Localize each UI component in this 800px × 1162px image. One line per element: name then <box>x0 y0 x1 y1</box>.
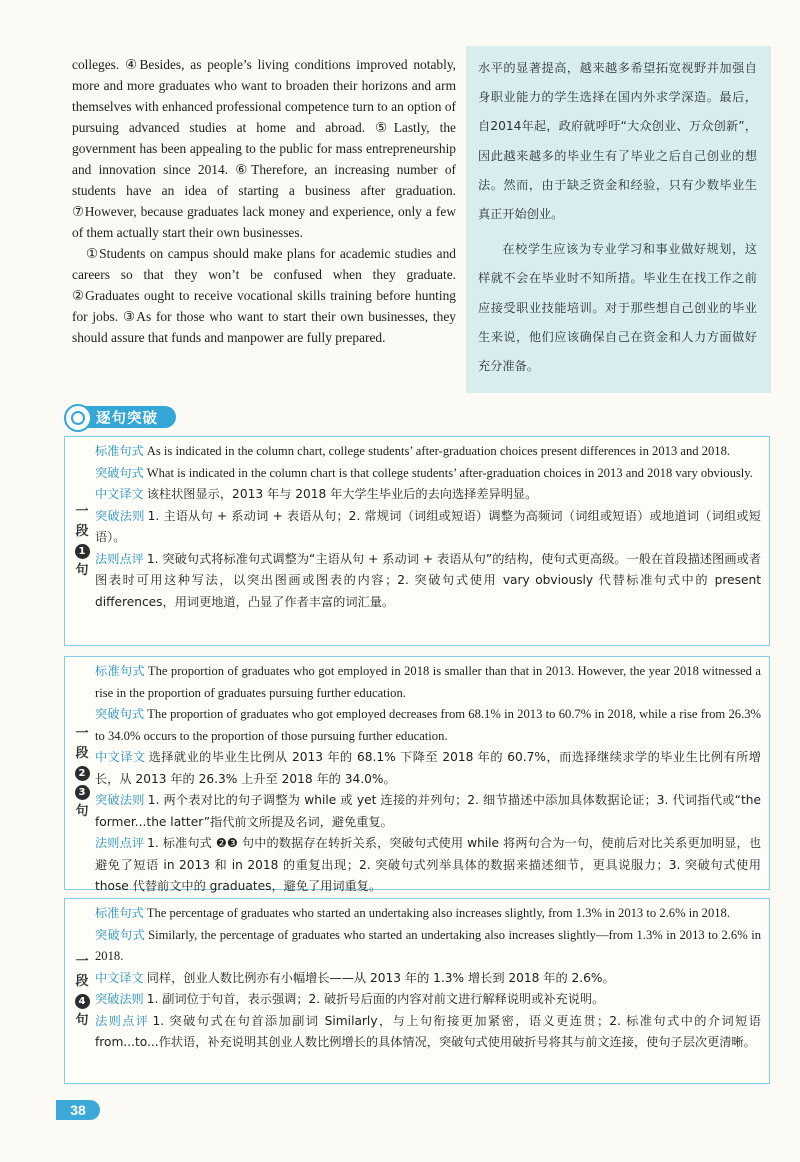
section-header <box>64 404 176 430</box>
page-number: 38 <box>56 1100 100 1120</box>
tag-yi: 一 <box>75 953 89 969</box>
rule-text: 1. 主语从句 + 系动词 + 表语从句；2. 常规词（词组或短语）调整为高频词（词组或短语）或地道词（词组或短语）。 <box>95 508 761 544</box>
section-header-title: 逐句突破 <box>96 411 158 427</box>
tag-number: 4 <box>75 994 90 1009</box>
chinese-paragraph-1: 水平的显著提高，越来越多希望拓宽视野并加强自身职业能力的学生选择在国内外求学深造。最后，自2014年起，政府就呼吁“大众创业、万众创新”，因此越来越多的毕业生有了毕业之后自己创业的想法。然而，由于缺乏资金和经验，只有少数毕业生真正开始创业。 <box>478 61 757 222</box>
sentence-tag-1 <box>71 437 93 645</box>
english-paragraph-2: ①Students on campus should make plans for academic studies and careers so that they won’t be confused when they graduate. ②Graduates ought to receive vocational skills training before hunting for jobs. ③As for those who want to start their own businesses, they should assure that funds and manpower are fully prepared. <box>72 246 456 345</box>
standard-label: 标准句式 <box>95 664 145 678</box>
sentence-tag-2 <box>71 657 93 889</box>
standard-label: 标准句式 <box>95 444 144 458</box>
rule-label: 突破法则 <box>95 793 145 807</box>
breakthrough-label: 突破句式 <box>95 927 146 942</box>
breakthrough-text: The proportion of graduates who got employed decreases from 68.1% in 2013 to 60.7% in 2018, while a rise from 26.3% to 34.0% occurs to the proportion of those pursuing further education. <box>95 707 761 743</box>
rule-text: 1. 两个表对比的句子调整为 while 或 yet 连接的并列句；2. 细节描述中添加具体数据论证；3. 代词指代或“the former...the latter”指代前文所提及名词，避免重复。 <box>95 793 761 829</box>
rule-line <box>95 989 761 1011</box>
comment-text: 1. 突破句式在句首添加副词 Similarly，与上句衔接更加紧密，语义更连贯；2. 标准句式中的介词短语 from...to...作状语，补充说明其创业人数比例增长的具体情况，突破句式使用破折号将其与前文连接，使句子层次更清晰。 <box>95 1013 761 1049</box>
tag-duan: 段 <box>75 523 89 539</box>
standard-text: The proportion of graduates who got employed in 2018 is smaller than that in 2013. However, the year 2018 witnessed a rise in the proportion of graduates pursuing further education. <box>95 664 762 700</box>
sentence-tag-3 <box>71 899 93 1083</box>
tag-duan: 段 <box>75 746 89 761</box>
comment-text: 1. 标准句式 ❷❸ 句中的数据存在转折关系，突破句式使用 while 将两句合为一句，使前后对比关系更加明显，也避免了短语 in 2013 和 in 2018 的重复出现；2. 突破句式列举具体的数据来描述细节，更具说服力；3. 突破句式使用 those 代替前文中的 graduates，避免了用词重复。 <box>95 836 762 893</box>
translation-text: 同样，创业人数比例亦有小幅增长——从 2013 年的 1.3% 增长到 2018 年的 2.6%。 <box>146 970 615 985</box>
translation-line <box>95 968 761 990</box>
comment-line <box>95 1011 761 1054</box>
breakthrough-line <box>95 704 761 747</box>
comment-line <box>95 833 761 898</box>
standard-line <box>95 441 761 463</box>
tag-ju: 句 <box>75 562 89 578</box>
breakthrough-text: What is indicated in the column chart is that college students’ after-graduation choices in 2013 and 2018 vary obviously. <box>146 465 753 480</box>
comment-label: 法则点评 <box>95 836 145 850</box>
tag-number: 3 <box>75 785 90 800</box>
tag-number: 1 <box>75 544 90 559</box>
chinese-paragraph-2: 在校学生应该为专业学习和事业做好规划，这样就不会在毕业时不知所措。毕业生在找工作之前应接受职业技能培训。对于那些想自己创业的毕业生来说，他们应该确保自己在资金和人力方面做好充分准备。 <box>478 242 757 374</box>
breakthrough-line <box>95 463 761 485</box>
translation-label: 中文译文 <box>95 970 144 985</box>
translation-label: 中文译文 <box>95 487 144 501</box>
standard-line <box>95 903 761 925</box>
breakthrough-label: 突破句式 <box>95 465 144 480</box>
comment-line <box>95 549 761 614</box>
sentence-block-3 <box>64 898 770 1084</box>
english-paragraph-1: colleges. ④Besides, as people’s living conditions improved notably, more and more graduates who want to broaden their horizons and arm themselves with enhanced professional competence turn to an option of pursuing advanced studies at home and abroad. ⑤Lastly, the government has been appealing to the public for mass entrepreneurship and innovation since 2014. ⑥Therefore, an increasing number of students have an idea of starting a business after graduation. ⑦However, because graduates lack money and experience, only a few of them actually start their own businesses. <box>72 57 456 240</box>
tag-number: 2 <box>75 766 90 781</box>
translation-line <box>95 484 761 506</box>
comment-label: 法则点评 <box>95 551 144 566</box>
breakthrough-line <box>95 925 761 968</box>
rule-label: 突破法则 <box>95 508 145 523</box>
sentence-block-1 <box>64 436 770 646</box>
standard-line <box>95 661 761 704</box>
breakthrough-label: 突破句式 <box>95 707 145 721</box>
standard-text: As is indicated in the column chart, college students’ after-graduation choices present differences in 2013 and 2018. <box>146 444 731 458</box>
translation-text: 选择就业的毕业生比例从 2013 年的 68.1% 下降至 2018 年的 60.7%，而选择继续求学的毕业生比例有所增长，从 2013 年的 26.3% 上升至 2018 年的 34.0%。 <box>95 750 761 786</box>
comment-text: 1. 突破句式将标准句式调整为“主语从句 + 系动词 + 表语从句”的结构，使句式更高级。一般在首段描述图画或者图表时可用这种写法，以突出图画或图表的内容；2. 突破句式使用 vary obviously 代替标准句式中的 present differences，用词更地道，凸显了作者丰富的词汇量。 <box>95 551 761 609</box>
rule-line <box>95 506 761 549</box>
standard-text: The percentage of graduates who started an undertaking also increases slightly, from 1.3% in 2013 to 2.6% in 2018. <box>146 906 730 920</box>
tag-ju: 句 <box>75 804 89 819</box>
english-passage <box>72 54 456 348</box>
rule-label: 突破法则 <box>95 992 144 1006</box>
translation-label: 中文译文 <box>95 750 146 764</box>
tag-yi: 一 <box>75 726 89 741</box>
standard-label: 标准句式 <box>95 906 144 920</box>
translation-text: 该柱状图显示，2013 年与 2018 年大学生毕业后的去向选择差异明显。 <box>146 487 538 501</box>
translation-line <box>95 747 761 790</box>
tag-ju: 句 <box>75 1012 89 1028</box>
rule-text: 1. 副词位于句首，表示强调；2. 破折号后面的内容对前文进行解释说明或补充说明。 <box>146 992 605 1006</box>
rule-line <box>95 790 761 833</box>
breakthrough-text: Similarly, the percentage of graduates who started an undertaking also increases slightly—from 1.3% in 2013 to 2.6% in 2018. <box>95 927 761 963</box>
tag-duan: 段 <box>75 973 89 989</box>
tag-yi: 一 <box>75 503 89 519</box>
comment-label: 法则点评 <box>95 1013 150 1028</box>
magnifier-icon <box>64 404 92 432</box>
sentence-block-2 <box>64 656 770 893</box>
chinese-translation-box <box>466 46 771 393</box>
